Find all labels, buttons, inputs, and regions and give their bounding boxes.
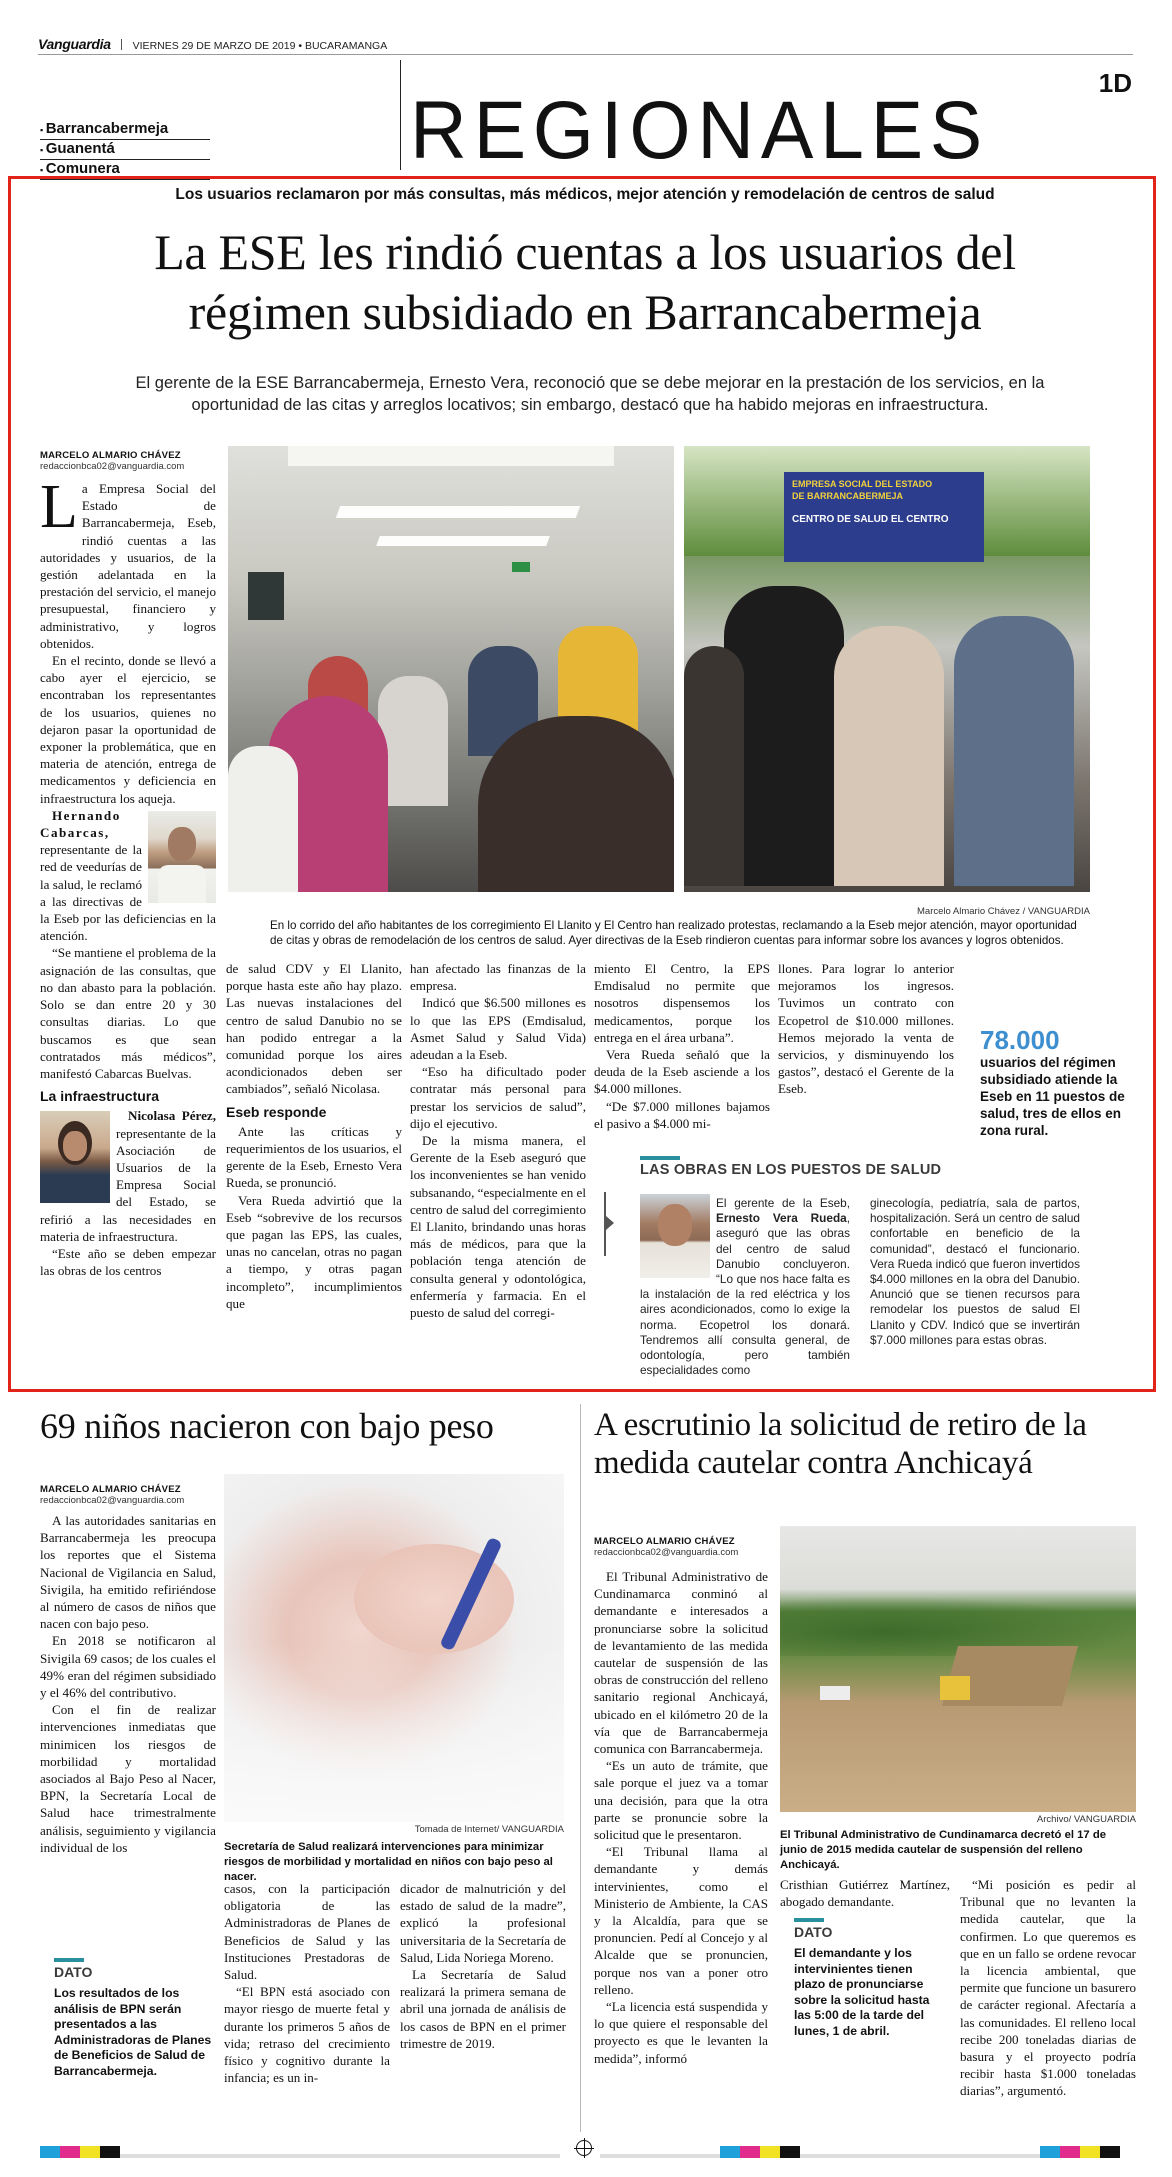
anchicaya-dato-box [794, 1918, 944, 2039]
article-paragraph: “La licencia está suspendida y lo que quiere el responsable del proyecto es que le levanten la medida”, informó [594, 1999, 768, 2066]
article-paragraph: casos, con la participación obligatoria de las Administradoras de Planes de Beneficios de Salud y las Instituciones Prestadoras de Salud. [224, 1881, 390, 1983]
photo-landfill [780, 1526, 1136, 1812]
article-paragraph: De la misma manera, el Gerente de la Eseb aseguró que los inconvenientes se han venido subsanando, “especialmente en el centro de salud del corregimiento El Llanito, brindando unas horas más de médicos, para que la población tenga atención de consulta general y odontológica, enfermería y farmacia. En el puesto de salud del corregi- [410, 1133, 586, 1321]
column-rule [580, 1404, 581, 2132]
byline-email[interactable]: redaccionbca02@vanguardia.com [40, 461, 185, 472]
bpn-photo-credit: Tomada de Internet/ VANGUARDIA [414, 1824, 564, 1835]
article-paragraph: Vera Rueda advirtió que la Eseb “sobrevive de los recursos que pagan las EPS, las cuales, unas no cancelan, otras no pagan a tiempo, y otras pagan incompleto”, incumplimientos que [226, 1192, 402, 1311]
article-paragraph: miento El Centro, la EPS Emdisalud no permite que nosotros dispensemos los medicamentos, porque los entrega en el área urbana”. [594, 961, 770, 1045]
main-col-2 [226, 960, 402, 1312]
bpn-headline: 69 niños nacieron con bajo peso [40, 1406, 494, 1446]
box-bracket-arrow [606, 1216, 614, 1230]
bpn-photo-caption: Secretaría de Salud realizará intervenciones para minimizar riesgos de morbilidad y mortalidad en niños con bajo peso al nacer. [224, 1841, 553, 1883]
article-paragraph: “De $7.000 millones bajamos el pasivo a $4.000 mi- [594, 1098, 770, 1131]
box-accent-bar [640, 1156, 680, 1160]
anchicaya-photo-credit: Archivo/ VANGUARDIA [1036, 1814, 1136, 1825]
obras-box [604, 1156, 1088, 1376]
article-paragraph: Ante las críticas y requerimientos de los usuarios, el gerente de la Eseb, Ernesto Vera Rueda, se pronunció. [226, 1123, 402, 1191]
bpn-col-3 [400, 1880, 566, 2052]
subhead-infraestructura: La infraestructura [40, 1088, 160, 1105]
index-item[interactable]: ▪ Guanentá [40, 140, 210, 160]
sign-text: DE BARRANCABERMEJA [792, 491, 904, 501]
stat-number: 78.000 [980, 1025, 1060, 1055]
article-paragraph: La Secretaría de Salud realizará la primera semana de abril una jornada de análisis de los casos de BPN en el primer trimestre de 2019. [400, 1967, 566, 2051]
anchicaya-col-3 [960, 1876, 1136, 2100]
dato-text: Los resultados de los análisis de BPN serán presentados a las Administradoras de Planes de Beneficios de Salud de Barrancabermeja. [54, 1986, 212, 2078]
main-photo-credit: Marcelo Almario Chávez / VANGUARDIA [917, 906, 1090, 917]
anchicaya-col-1 [594, 1568, 768, 2067]
main-kicker: Los usuarios reclamaron por más consultas, más médicos, mejor atención y remodelación de centros de salud [175, 186, 995, 203]
photo-health-center-crowd [684, 446, 1090, 892]
article-paragraph: “Este año se deben empezar las obras de los centros [40, 1245, 216, 1279]
index-item[interactable]: ▪ Barrancabermeja [40, 120, 210, 140]
main-headline: La ESE les rindió cuentas a los usuarios del régimen subsidiado en Barrancabermeja [154, 224, 1016, 340]
article-paragraph: dicador de malnutrición y del estado de salud de la madre”, explicó la profesional universitaria de la Secretaría de Salud, Lida Noriega Moreno. [400, 1881, 566, 1965]
article-paragraph: Con el fin de realizar intervenciones inmediatas que minimicen los riesgos de morbilidad y mortalidad asociados al Bajo Peso al Nacer, BPN, la Secretaría Local de Salud hace trimestralmente análisis, seguimiento y vigilancia individual de los [40, 1702, 216, 1855]
article-paragraph: han afectado las finanzas de la empresa. [410, 961, 586, 994]
article-paragraph: La Empresa Social del Estado de Barrancabermeja, Eseb, rindió cuentas a las autoridades y usuarios, de la gestión adelantada en la prestación del servicio, el manejo presupuestal, financiero y administrativo, y logros obtenidos. [40, 473, 216, 651]
section-divider [400, 60, 401, 170]
main-col-4 [594, 960, 770, 1132]
main-lead: El gerente de la ESE Barrancabermeja, Ernesto Vera, reconoció que se debe mejorar en la prestación de los servicios, en la oportunidad de las citas y arreglos locativos; sin embargo, destacó que ha habido mejoras en infraestructura. [135, 374, 1045, 414]
article-paragraph: En el recinto, donde se llevó a cabo ayer el ejercicio, se encontraban los representantes de los usuarios, quienes no dejaron pasar la oportunidad de exponer la problemática, que en materia de atención, entrega de medicamentos y deficiencia en infraestructura los aqueja. [40, 653, 216, 806]
byline-name: MARCELO ALMARIO CHÁVEZ [594, 1536, 735, 1547]
dato-label: DATO [794, 1924, 833, 1940]
article-paragraph: El Tribunal Administrativo de Cundinamarca conminó al demandante e interesados a pronunciarse sobre la solicitud de levantamiento de las medida cautelar de suspensión de las obras de construcción del relleno sanitario regional Anchicayá, ubicado en el kilómetro 20 de la vía que de Barrancabermeja comunica con Barrancabermeja. [594, 1569, 768, 1757]
anchicaya-col-2 [780, 1876, 950, 1910]
stat-box [980, 1026, 1140, 1139]
article-paragraph: Cristhian Gutiérrez Martínez, abogado demandante. [780, 1877, 950, 1910]
main-col-1 [40, 473, 216, 1279]
article-paragraph: A las autoridades sanitarias en Barrancabermeja les preocupa los reportes que el Sistema Nacional de Vigilancia en Salud, Sivigila, ha emitido refiriéndose al número de casos de niños que nacen con bajo peso. [40, 1513, 216, 1632]
bpn-byline [40, 1484, 220, 1506]
byline-email[interactable]: redaccionbca02@vanguardia.com [594, 1547, 739, 1558]
article-paragraph: llones. Para lograr lo anterior mejoramos los ingresos. Tuvimos un contrato con Ecopetrol de $10.000 millones. Hemos mejorado la venta de servicios, y disminuyendo los gastos”, destacó el Gerente de la Eseb. [778, 961, 954, 1097]
bpn-col-1 [40, 1512, 216, 1856]
page-number: 1D [1098, 68, 1132, 98]
anchicaya-byline [594, 1536, 774, 1558]
index-item[interactable]: ▪ Comunera [40, 160, 210, 180]
article-paragraph: “Eso ha dificultado poder contratar más personal para prestar los servicios de salud”, dijo el ejecutivo. [410, 1064, 586, 1131]
byline-name: MARCELO ALMARIO CHÁVEZ [40, 1484, 181, 1495]
box-title: LAS OBRAS EN LOS PUESTOS DE SALUD [640, 1162, 942, 1178]
box-text-a: El gerente de la Eseb, Ernesto Vera Rueda, aseguró que las obras del centro de salud Danubio concluyeron. “Lo que nos hace falta es la instalación de la red eléctrica y los aires acondicionados, como lo exige la norma. Ecopetrol los donará. Tendremos allí consulta general, de odontología, pero también especialidades como [640, 1196, 850, 1378]
byline-name: MARCELO ALMARIO CHÁVEZ [40, 450, 181, 461]
article-paragraph: En 2018 se notificaron al Sivigila 69 casos; de los cuales el 49% eran del régimen subsidiado y el 46% del contributivo. [40, 1633, 216, 1701]
article-paragraph: Vera Rueda señaló que la deuda de la Eseb asciende a los $4.000 millones. [594, 1047, 770, 1097]
article-paragraph: “Mi posición es pedir al Tribunal que no levanten la medida cautelar, que la confirmen. Lo que queremos es que en un fallo se ordene revocar la licencia ambiental, que permite que funcione un basurero de carácter regional. Afectaría a las comunidades. El relleno local recibe 200 toneladas diarias de basura y el proyecto podría recibir hasta $1.000 toneladas diarias”, argumentó. [960, 1877, 1136, 2099]
article-paragraph: Nicolasa Pérez, representante de la Asociación de Usuarios de la Empresa Social del Estado, se refirió a las necesidades en materia de infraestructura. [40, 1108, 216, 1244]
main-col-5 [778, 960, 954, 1098]
article-paragraph: Indicó que $6.500 millones es lo que las EPS (Emdisalud, Asmet Salud y Salud Vida) adeudan a la Eseb. [410, 995, 586, 1063]
box-text-b: ginecología, pediatría, sala de partos, hospitalización. Será un centro de salud confortable en beneficio de la comunidad”, destacó el funcionario. Vera Rueda indicó que fueron invertidos $4.000 millones en la obra del Danubio. Anunció que se tienen recursos para remodelar los puestos de salud El Llanito y CDV. Indicó que se invertirán $7.000 millones para estas obras. [870, 1196, 1080, 1347]
stat-text: usuarios del régimen subsidiado atiende la Eseb en 11 puestos de salud, tres de ellos en zona rural. [980, 1055, 1125, 1138]
dato-accent-bar [54, 1958, 84, 1962]
registration-marks [0, 2138, 1172, 2158]
photo-meeting-room [228, 446, 674, 892]
anchicaya-headline: A escrutinio la solicitud de retiro de la medida cautelar contra Anchicayá [594, 1407, 1087, 1481]
article-paragraph: de salud CDV y El Llanito, porque hasta este año hay plazo. Las nuevas instalaciones del centro de salud Danubio no se han podido entregar a la comunidad porque los aires acondicionados deben ser cambiados”, señaló Nicolasa. [226, 961, 402, 1097]
bpn-dato-box [54, 1958, 214, 2079]
date-line: VIERNES 29 DE MARZO DE 2019 • BUCARAMANGA [132, 40, 388, 52]
article-paragraph: Hernando Cabarcas, representante de la red de veedurías de la salud, le reclamó a las directivas de la Eseb por las deficiencias en la atención. [40, 807, 216, 944]
anchicaya-photo-caption: El Tribunal Administrativo de Cundinamarca decretó el 17 de junio de 2015 medida cautelar de suspensión del relleno Anchicayá. [780, 1829, 1107, 1871]
byline-email[interactable]: redaccionbca02@vanguardia.com [40, 1495, 185, 1506]
article-paragraph: “Es un auto de trámite, que sale porque el juez va a tomar una decisión, para que la otra parte se pronuncie sobre la solicitud que le presentaron. [594, 1758, 768, 1843]
main-col-3 [410, 960, 586, 1321]
main-byline [40, 450, 220, 472]
dato-text: El demandante y los intervinientes tienen plazo de pronunciarse sobre la solicitud hasta las 5:00 de la tarde del lunes, 1 de abril. [794, 1946, 930, 2038]
section-index [40, 120, 210, 180]
main-photo-caption: En lo corrido del año habitantes de los corregimiento El Llanito y El Centro han realizado protestas, reclamando a la Eseb mejor atención, mayor oportunidad de citas y obras de remodelación de los centros de salud. Ayer directivas de la Eseb rindieron cuentas para informar sobre los avances y logros obtenidos. [270, 919, 1077, 947]
portrait-cabarcas [148, 811, 216, 903]
masthead [38, 36, 1138, 50]
article-paragraph: “El Tribunal llama al demandante y demás intervinientes, como el Ministerio de Ambiente, la CAS y la Alcaldía, para que se pronuncien. Pedí al Concejo y al Alcalde que se pronuncien, porque nos van a poner otro relleno. [594, 1844, 768, 1997]
header-rule [38, 54, 1133, 55]
sign-text: EMPRESA SOCIAL DEL ESTADO [792, 479, 933, 489]
photo-newborn [224, 1474, 564, 1822]
drop-cap: L [40, 473, 78, 541]
portrait-perez [40, 1111, 110, 1203]
section-title: REGIONALES [410, 85, 990, 176]
dato-label: DATO [54, 1964, 93, 1980]
dato-accent-bar [794, 1918, 824, 1922]
article-paragraph: “Se mantiene el problema de la asignación de las consultas, que no dan abasto para la población. Solo se dan entre 20 y 30 consultas diarias. Lo que buscamos es que sean contratados más médicos”, manifestó Cabarcas Buelvas. [40, 945, 216, 1081]
newspaper-logo: Vanguardia [38, 36, 111, 52]
subhead-eseb-responde: Eseb responde [226, 1103, 327, 1120]
bpn-col-2 [224, 1880, 390, 2086]
sign-text: CENTRO DE SALUD EL CENTRO [792, 514, 949, 525]
article-paragraph: “El BPN está asociado con mayor riesgo de muerte fetal y durante los primeros 5 años de vida; retraso del crecimiento físico y cognitivo durante la infancia; es un in- [224, 1984, 390, 2086]
